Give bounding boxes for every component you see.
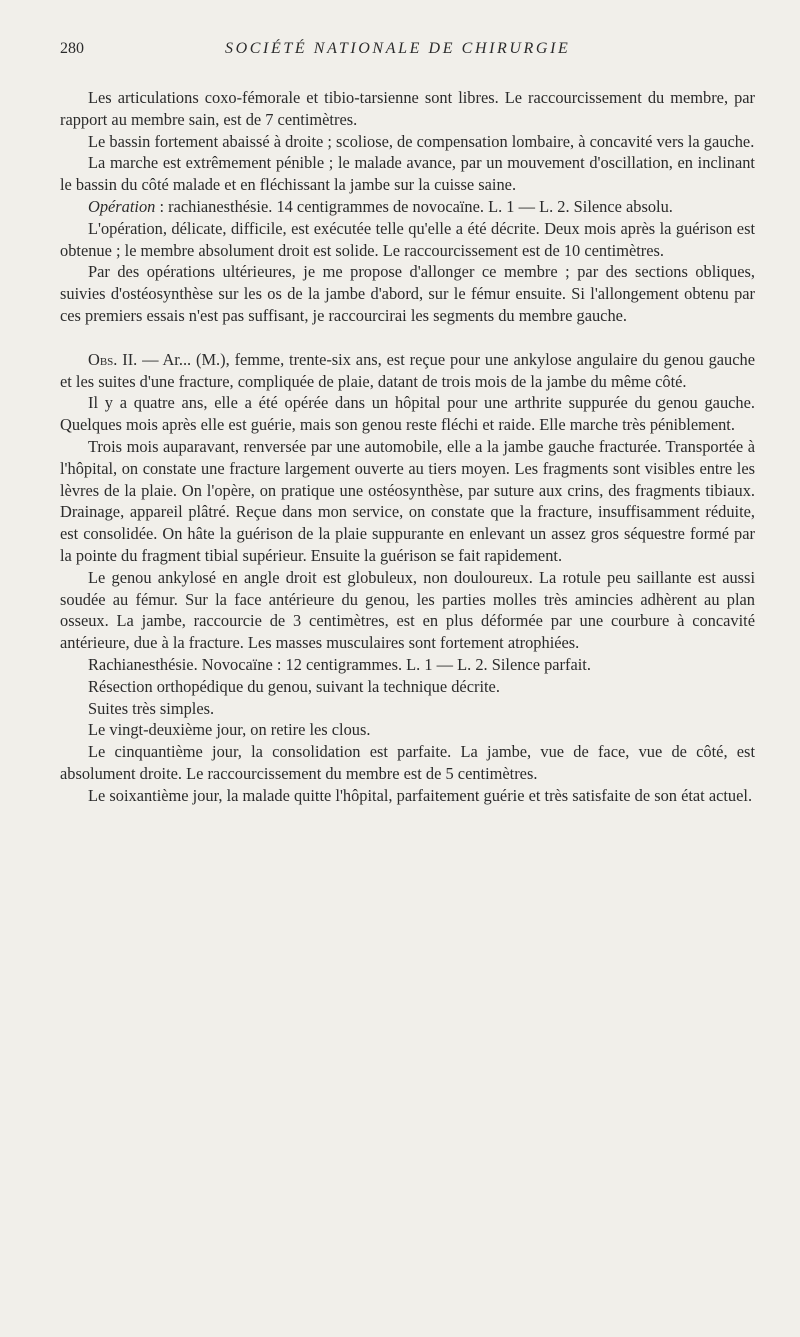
operation-paragraph <box>60 196 755 218</box>
paragraph: Le soixantième jour, la malade quitte l'hôpital, parfaitement guérie et très satisfaite de son état actuel. <box>88 785 753 805</box>
paragraph: Les articulations coxo-fémorale et tibio-tarsienne sont libres. Le raccourcissement du membre, par rapport au membre sain, est de 7 centimètres. <box>60 88 755 129</box>
body-text <box>60 87 755 807</box>
paragraph: Le cinquantième jour, la consolidation est parfaite. La jambe, vue de face, vue de côté, est absolument droite. Le raccourcissement du membre est de 5 centimètres. <box>60 742 755 783</box>
paragraph: Le vingt-deuxième jour, on retire les clous. <box>88 720 371 740</box>
observation-paragraph <box>60 349 755 393</box>
page-number: 280 <box>60 40 84 57</box>
observation-label: Obs. II. <box>88 349 138 369</box>
paragraph: Le genou ankylosé en angle droit est globuleux, non douloureux. La rotule peu saillante est aussi soudée au fémur. Sur la face antérieure du genou, les parties molles très amincies adhèrent au plan osseux. La jambe, raccourcie de 3 centimètres, est en plus déformée par une courbure à concavité antérieure, due à la fracture. Les masses musculaires sont fortement atrophiées. <box>60 567 755 653</box>
paragraph: Par des opérations ultérieures, je me propose d'allonger ce membre ; par des sections obliques, suivies d'ostéosynthèse sur les os de la jambe d'abord, sur le fémur ensuite. Si l'allongement obtenu par ces premiers essais n'est pas suffisant, je raccourcirai les segments du membre gauche. <box>60 262 755 325</box>
paragraph: Rachianesthésie. Novocaïne : 12 centigrammes. L. 1 — L. 2. Silence parfait. <box>88 654 591 674</box>
operation-label: Opération <box>88 196 156 216</box>
paragraph: Le bassin fortement abaissé à droite ; scoliose, de compensation lombaire, à concavité vers la gauche. <box>88 131 755 151</box>
paragraph: Résection orthopédique du genou, suivant la technique décrite. <box>88 676 500 696</box>
observation-text: — Ar... (M.), femme, trente-six ans, est reçue pour une ankylose angulaire du genou gauche et les suites d'une fracture, compliquée de plaie, datant de trois mois de la jambe du même côté. <box>60 349 755 391</box>
paragraph: Suites très simples. <box>88 698 215 718</box>
running-title: SOCIÉTÉ NATIONALE DE CHIRURGIE <box>225 40 571 57</box>
operation-text: : rachianesthésie. 14 centigrammes de novocaïne. L. 1 — L. 2. Silence absolu. <box>155 196 673 216</box>
paragraph: Trois mois auparavant, renversée par une automobile, elle a la jambe gauche fracturée. Transportée à l'hôpital, on constate une fracture largement ouverte au tiers moyen. Les fragments sont visibles entre les lèvres de la plaie. On l'opère, on pratique une ostéosynthèse, par suture aux crins, des fragments tibiaux. Drainage, appareil plâtré. Reçue dans mon service, on constate que la fracture, insuffisamment réduite, est consolidée. On hâte la guérison de la plaie suppurante en enlevant un assez gros séquestre formé par la pointe du fragment tibial supérieur. Ensuite la guérison se fait rapidement. <box>60 436 755 565</box>
paragraph: L'opération, délicate, difficile, est exécutée telle qu'elle a été décrite. Deux mois après la guérison est obtenue ; le membre absolument droit est solide. Le raccourcissement est de 10 centimètres. <box>60 218 755 260</box>
page-header <box>60 40 760 62</box>
paragraph: Il y a quatre ans, elle a été opérée dans un hôpital pour une arthrite suppurée du genou gauche. Quelques mois après elle est guérie, mais son genou reste fléchi et raide. Elle marche très péniblement. <box>60 393 755 435</box>
paragraph: La marche est extrêmement pénible ; le malade avance, par un mouvement d'oscillation, en inclinant le bassin du côté malade et en fléchissant la jambe sur la cuisse saine. <box>60 153 755 195</box>
